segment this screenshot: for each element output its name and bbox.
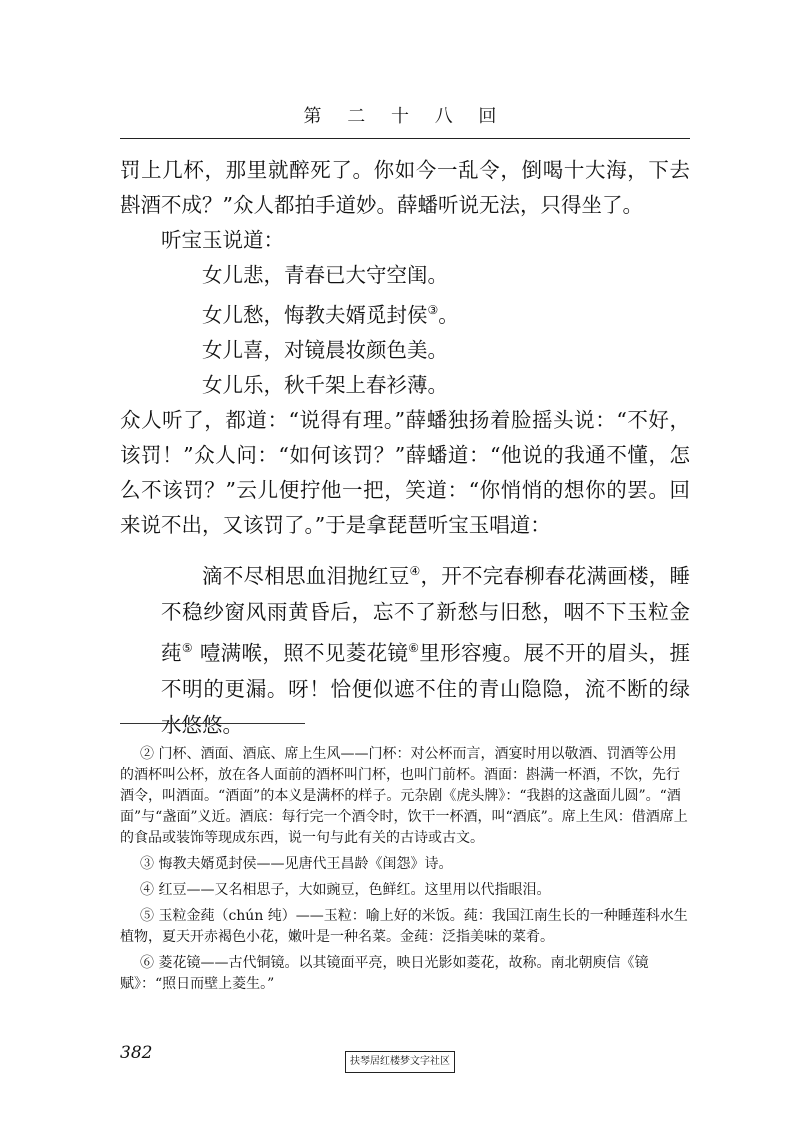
verse-line-2-text: 女儿愁，悔教夫婿觅封侯: [202, 303, 428, 327]
watermark-stamp: 扶琴居红楼梦文字社区: [345, 1051, 455, 1073]
verse-line-3: 女儿喜，对镜晨妆颜色美。: [202, 338, 448, 362]
footnote-6: ⑥ 菱花镜——古代铜镜。以其镜面平亮，映日光影如菱花，故称。南北朝庾信《镜赋》：“照日而壁上菱生。”: [120, 955, 649, 992]
paragraph-3: 众人听了，都道：“说得有理。”薛蟠独扬着脸摇头说：“不好，该罚！”众人问：“如何该罚？”薛蟠道：“他说的我通不懂，怎么不该罚？”云儿便拧他一把，笑道：“你悄悄的想你的罢。回来说不出，又该罚了。”于是拿琵琶听宝玉唱道：: [120, 408, 690, 537]
main-text: [120, 153, 690, 743]
song-part-a: 滴不尽相思血泪抛红豆: [202, 564, 410, 588]
song-part-b: ，开不完春柳春花满画楼，睡不稳纱窗风雨黄昏后，忘不了新愁与旧愁，咽不下玉粒金莼: [161, 564, 691, 665]
header-rule: [120, 138, 690, 139]
paragraph-2: 听宝玉说道：: [161, 228, 284, 252]
paragraph-1: 罚上几杯，那里就醉死了。你如今一乱令，倒喝十大海，下去斟酒不成？”众人都拍手道妙。薛蟠听说无法，只得坐了。: [120, 158, 690, 217]
footnote-4: ④ 红豆——又名相思子，大如豌豆，色鲜红。这里用以代指眼泪。: [140, 882, 551, 898]
footnote-marker-6: ⑥: [408, 641, 420, 655]
footnotes: [120, 744, 690, 1000]
footnote-marker-3: ③: [427, 303, 439, 317]
footnote-marker-5: ⑤: [181, 641, 193, 655]
page-header: 第 二 十 八 回: [303, 106, 507, 127]
verse-line-2-end: 。: [438, 303, 459, 327]
verse-line-1: 女儿悲，青春已大守空闺。: [202, 263, 448, 287]
verse-line-4: 女儿乐，秋千架上春衫薄。: [202, 373, 448, 397]
footnote-3: ③ 悔教夫婿觅封侯——见唐代王昌龄《闺怨》诗。: [140, 856, 453, 872]
footnote-5: ⑤ 玉粒金莼（chún 纯）——玉粒：喻上好的米饭。莼：我国江南生长的一种睡莲科水生植物，夏天开赤褐色小花，嫩叶是一种名菜。金莼：泛指美味的菜肴。: [120, 908, 688, 945]
footnote-rule: [120, 723, 305, 724]
footnote-2: ② 门杯、酒面、酒底、席上生风——门杯：对公杯而言，酒宴时用以敬酒、罚酒等公用的酒杯叫公杯，放在各人面前的酒杯叫门杯，也叫门前杯。酒面：斟满一杯酒，不饮，先行酒令，叫酒面。“酒面”的本义是满杯的样子。元杂剧《虎头牌》：“我斟的这盏面儿圆”。“酒面”与“盏面”义近。酒底：每行完一个酒令时，饮干一杯酒，叫“酒底”。席上生风：借酒席上的食品或装饰等现成东西，说一句与此有关的古诗或古文。: [120, 746, 688, 846]
song-part-c: 噎满喉，照不见菱花镜: [192, 641, 409, 665]
verse-line-2: [120, 293, 690, 333]
page-number: 382: [120, 1043, 153, 1063]
song-lyrics: [120, 553, 690, 743]
footnote-marker-4: ④: [409, 564, 421, 578]
song-part-d: 里形容瘦。展不开的眉头，捱不明的更漏。呀！恰便似遮不住的青山隐隐，流不断的绿水悠悠。: [161, 641, 690, 737]
